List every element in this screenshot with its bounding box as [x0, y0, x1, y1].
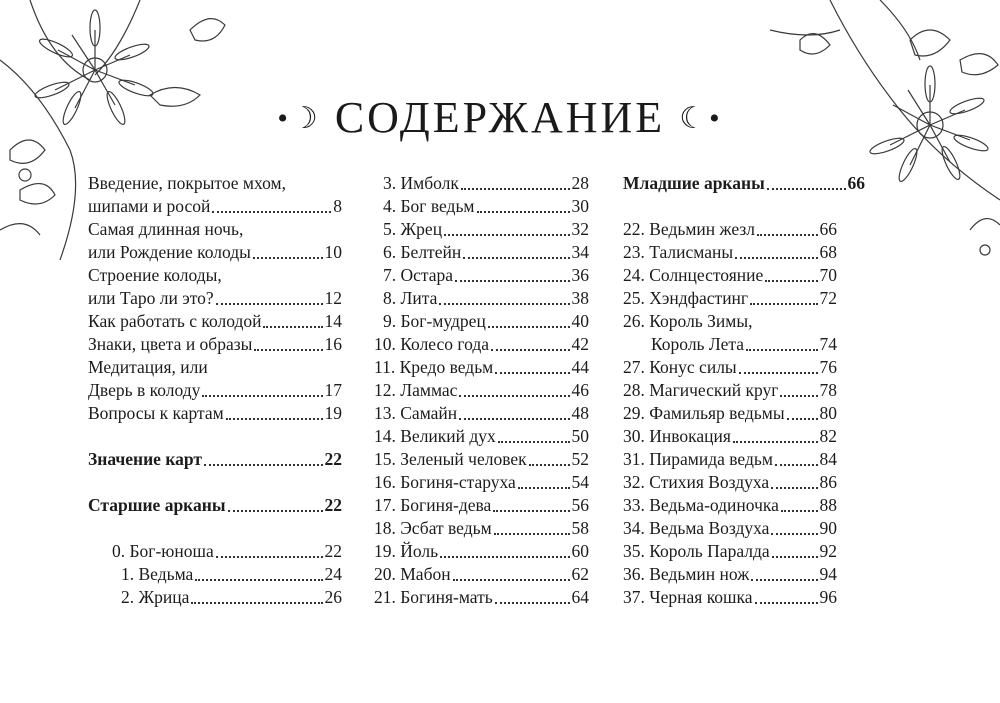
- page-number: 12: [324, 288, 342, 308]
- dot-leader: [455, 279, 569, 282]
- dot-leader: [444, 233, 569, 236]
- dot-leader: [771, 486, 817, 489]
- toc-entry[interactable]: 6. Белтейн 34: [383, 242, 589, 262]
- page-title: [0, 92, 1000, 143]
- dot-leader: [765, 279, 817, 282]
- page-number: 30: [571, 196, 589, 216]
- page-number: 38: [571, 288, 589, 308]
- dot-leader: [772, 555, 818, 558]
- toc-entry-structure-line1: Строение колоды,: [88, 265, 222, 285]
- dot-leader: [263, 325, 322, 328]
- dot-leader: [491, 348, 569, 351]
- toc-entry[interactable]: 27. Конус силы 76: [623, 357, 837, 377]
- page-number: 22: [324, 495, 342, 515]
- page-number: 72: [819, 288, 837, 308]
- page-number: 16: [324, 334, 342, 354]
- dot-leader: [212, 210, 331, 213]
- page-number: 62: [571, 564, 589, 584]
- page-number: 22: [324, 449, 342, 469]
- page-number: 36: [571, 265, 589, 285]
- page-number: 32: [571, 219, 589, 239]
- title-left-ornament: •☽: [277, 102, 321, 135]
- dot-leader: [498, 440, 570, 443]
- toc-entry[interactable]: 0. Бог-юноша 22: [112, 541, 342, 561]
- page-number: 92: [819, 541, 837, 561]
- page-number: 70: [819, 265, 837, 285]
- dot-leader: [440, 555, 569, 558]
- page-number: 64: [571, 587, 589, 607]
- page-number: 34: [571, 242, 589, 262]
- toc-entry[interactable]: 7. Остара 36: [383, 265, 589, 285]
- toc-section-minor-arcana[interactable]: Младшие арканы 66: [623, 173, 865, 193]
- dot-leader: [191, 601, 322, 604]
- dot-leader: [757, 233, 817, 236]
- title-text: СОДЕРЖАНИЕ: [334, 93, 666, 142]
- page-number: 66: [847, 173, 865, 193]
- page-number: 46: [571, 380, 589, 400]
- dot-leader: [228, 509, 323, 512]
- dot-leader: [461, 187, 570, 190]
- page-number: 19: [324, 403, 342, 423]
- page-number: 52: [571, 449, 589, 469]
- page-number: 22: [324, 541, 342, 561]
- toc-entry[interactable]: 19. Йоль 60: [374, 541, 589, 561]
- dot-leader: [739, 371, 818, 374]
- toc-entry-howto[interactable]: Как работать с колодой 14: [88, 311, 342, 331]
- dot-leader: [216, 302, 323, 305]
- page-number: 80: [819, 403, 837, 423]
- toc-entry[interactable]: 10. Колесо года 42: [374, 334, 589, 354]
- toc-entry[interactable]: 21. Богиня-мать 64: [374, 587, 589, 607]
- dot-leader: [204, 463, 323, 466]
- toc-entry[interactable]: 9. Бог-мудрец 40: [383, 311, 589, 331]
- toc-entry-winter[interactable]: Король Лета 74: [651, 334, 837, 354]
- dot-leader: [453, 578, 570, 581]
- dot-leader: [495, 371, 569, 374]
- page-number: 54: [571, 472, 589, 492]
- toc-entry-structure[interactable]: или Таро ли это? 12: [88, 288, 342, 308]
- toc-entry[interactable]: 5. Жрец 32: [383, 219, 589, 239]
- toc-entry[interactable]: 31. Пирамида ведьм 84: [623, 449, 837, 469]
- dot-leader: [253, 256, 323, 259]
- page-number: 96: [819, 587, 837, 607]
- dot-leader: [775, 463, 818, 466]
- toc-entry[interactable]: 2. Жрица 26: [121, 587, 342, 607]
- toc-entry[interactable]: 32. Стихия Воздуха 86: [623, 472, 837, 492]
- dot-leader: [459, 417, 569, 420]
- dot-leader: [751, 578, 817, 581]
- toc-entry-night-line1: Самая длинная ночь,: [88, 219, 244, 239]
- toc-entry[interactable]: 13. Самайн 48: [374, 403, 589, 423]
- dot-leader: [733, 440, 818, 443]
- toc-entry-night[interactable]: или Рождение колоды 10: [88, 242, 342, 262]
- page-number: 82: [819, 426, 837, 446]
- dot-leader: [771, 532, 817, 535]
- toc-entry[interactable]: 11. Кредо ведьм 44: [374, 357, 589, 377]
- toc-entry[interactable]: 18. Эсбат ведьм 58: [374, 518, 589, 538]
- dot-leader: [750, 302, 817, 305]
- page-number: 50: [571, 426, 589, 446]
- toc-entry[interactable]: 3. Имболк 28: [383, 173, 589, 193]
- page-number: 10: [324, 242, 342, 262]
- dot-leader: [735, 256, 817, 259]
- dot-leader: [195, 578, 322, 581]
- toc-entry[interactable]: 24. Солнцестояние 70: [623, 265, 837, 285]
- page-number: 74: [819, 334, 837, 354]
- toc-entry[interactable]: 15. Зеленый человек 52: [374, 449, 589, 469]
- toc-entry[interactable]: 33. Ведьма-одиночка 88: [623, 495, 837, 515]
- toc-entry-signs[interactable]: Знаки, цвета и образы 16: [88, 334, 342, 354]
- dot-leader: [781, 509, 818, 512]
- dot-leader: [495, 601, 570, 604]
- dot-leader: [529, 463, 570, 466]
- toc-entry[interactable]: 28. Магический круг 78: [623, 380, 837, 400]
- page-number: 84: [819, 449, 837, 469]
- page-number: 14: [324, 311, 342, 331]
- toc-entry[interactable]: 1. Ведьма 24: [121, 564, 342, 584]
- toc-entry[interactable]: 20. Мабон 62: [374, 564, 589, 584]
- toc-entry[interactable]: 30. Инвокация 82: [623, 426, 837, 446]
- dot-leader: [746, 348, 817, 351]
- toc-section-major-arcana[interactable]: Старшие арканы 22: [88, 495, 342, 515]
- page-number: 90: [819, 518, 837, 538]
- dot-leader: [518, 486, 570, 489]
- page-number: 60: [571, 541, 589, 561]
- toc-entry[interactable]: 22. Ведьмин жезл 66: [623, 219, 837, 239]
- page-number: 48: [571, 403, 589, 423]
- page-number: 42: [571, 334, 589, 354]
- toc-entry-meditation[interactable]: Дверь в колоду 17: [88, 380, 342, 400]
- page-number: 86: [819, 472, 837, 492]
- dot-leader: [439, 302, 569, 305]
- toc-entry-intro[interactable]: шипами и росой 8: [88, 196, 342, 216]
- toc-entry[interactable]: 37. Черная кошка 96: [623, 587, 837, 607]
- dot-leader: [254, 348, 322, 351]
- toc-entry[interactable]: 8. Лита 38: [383, 288, 589, 308]
- toc-entry[interactable]: 34. Ведьма Воздуха 90: [623, 518, 837, 538]
- toc-entry[interactable]: 17. Богиня-дева 56: [374, 495, 589, 515]
- toc-section-meaning[interactable]: Значение карт 22: [88, 449, 342, 469]
- dot-leader: [780, 394, 817, 397]
- toc-entry[interactable]: 14. Великий дух 50: [374, 426, 589, 446]
- page-number: 66: [819, 219, 837, 239]
- dot-leader: [488, 325, 570, 328]
- toc-entry[interactable]: 29. Фамильяр ведьмы 80: [623, 403, 837, 423]
- toc-entry-winter-line1: 26. Король Зимы,: [623, 311, 753, 331]
- toc-entry[interactable]: 12. Ламмас 46: [374, 380, 589, 400]
- toc-entry-questions[interactable]: Вопросы к картам 19: [88, 403, 342, 423]
- page-number: 88: [819, 495, 837, 515]
- page-number: 76: [819, 357, 837, 377]
- dot-leader: [477, 210, 570, 213]
- toc-entry-intro-line1: Введение, покрытое мхом,: [88, 173, 286, 193]
- dot-leader: [216, 555, 323, 558]
- toc-entry-meditation-line1: Медитация, или: [88, 357, 208, 377]
- toc-entry[interactable]: 36. Ведьмин нож 94: [623, 564, 837, 584]
- page-number: 28: [571, 173, 589, 193]
- page-number: 68: [819, 242, 837, 262]
- page-number: 44: [571, 357, 589, 377]
- dot-leader: [202, 394, 322, 397]
- dot-leader: [767, 187, 846, 190]
- dot-leader: [493, 509, 569, 512]
- toc-entry[interactable]: 16. Богиня-старуха 54: [374, 472, 589, 492]
- toc-entry[interactable]: 4. Бог ведьм 30: [383, 196, 589, 216]
- dot-leader: [463, 256, 569, 259]
- page-number: 40: [571, 311, 589, 331]
- page-number: 78: [819, 380, 837, 400]
- toc-entry[interactable]: 35. Король Паралда 92: [623, 541, 837, 561]
- toc-entry[interactable]: 23. Талисманы 68: [623, 242, 837, 262]
- toc-column-2: [374, 172, 589, 609]
- dot-leader: [787, 417, 818, 420]
- toc-entry[interactable]: 25. Хэндфастинг 72: [623, 288, 837, 308]
- dot-leader: [755, 601, 818, 604]
- dot-leader: [226, 417, 323, 420]
- page-number: 17: [324, 380, 342, 400]
- title-right-ornament: ☾•: [679, 102, 723, 135]
- dot-leader: [459, 394, 569, 397]
- page-number: 58: [571, 518, 589, 538]
- page-number: 24: [324, 564, 342, 584]
- page-number: 94: [819, 564, 837, 584]
- dot-leader: [494, 532, 570, 535]
- toc-column-3: [623, 172, 863, 609]
- toc-column-1: [88, 172, 342, 609]
- page-number: 56: [571, 495, 589, 515]
- page-number: 8: [333, 196, 342, 216]
- page-number: 26: [324, 587, 342, 607]
